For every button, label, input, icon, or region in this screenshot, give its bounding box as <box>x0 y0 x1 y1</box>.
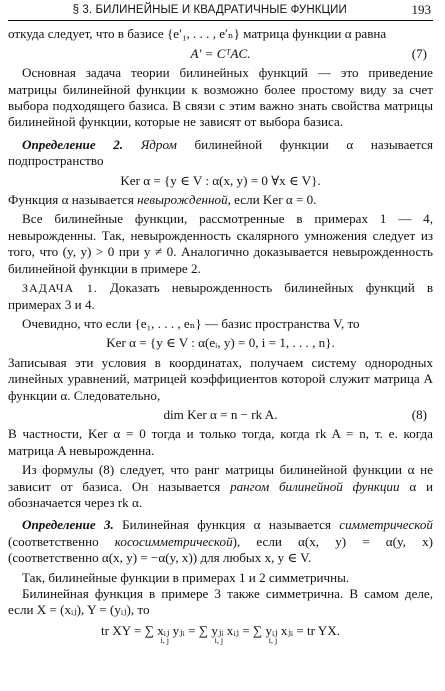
definition-3 <box>8 517 433 566</box>
trace-sum-2-term: ∑ yⱼᵢ xᵢⱼ <box>198 622 239 638</box>
trace-sum-2 <box>199 623 239 645</box>
trace-sum-1-index: i, j <box>160 636 169 646</box>
formula-kernel <box>8 173 433 189</box>
task-1-label: ЗАДАЧА 1. <box>22 281 98 296</box>
formula-7-number: (7) <box>411 45 427 61</box>
task-1-text: Доказать невырожденность билинейных функций в примерах 3 и 4. <box>8 280 434 312</box>
trace-eq-1: = <box>184 622 199 638</box>
nondegenerate-text-b: , если Ker α = 0. <box>227 192 317 208</box>
paragraph-basis-kernel: Очевидно, что если {e₁, . . . , eₙ} — базис пространства V, то <box>22 315 360 331</box>
definition-3-term-skew: кососимметрической <box>114 533 233 549</box>
formula-8 <box>8 407 433 423</box>
formula-7-expression: A′ = CᵀAC. <box>190 45 251 61</box>
running-head <box>8 2 433 21</box>
paragraph-coordinates: Записывая эти условия в координатах, получаем систему однородных линейных уравнений, матрицей коэффициентов которой служит матрица A функции α. Следовательно, <box>8 354 433 403</box>
trace-sum-1 <box>145 623 185 645</box>
trace-sum-3-term: ∑ yᵢⱼ xⱼᵢ <box>252 622 294 638</box>
paragraph-symmetric-examples: Так, билинейные функции в примерах 1 и 2 симметричны. <box>22 569 350 585</box>
task-1 <box>8 280 433 313</box>
paragraph-examples: Все билинейные функции, рассмотренные в примерах 1 — 4, невырожденны. Так, невырожденность скалярного умножения следует из того, что (y, y) > 0 при y ≠ 0. Аналогично доказывается невырожденность билинейной функции в примере 2. <box>8 211 433 276</box>
definition-2 <box>8 137 433 170</box>
paragraph-basis-change: откуда следует, что в базисе {e′₁, . . . , e′ₙ} матрица функции α равна <box>8 26 387 42</box>
definition-3-text-a: Билинейная функция α называется <box>113 517 340 533</box>
rank-text-a: Из формулы (8) следует, что ранг матрицы билинейной функции α не зависит от базиса. Он называется <box>8 462 433 494</box>
nondegenerate-term: невырожденной <box>137 192 228 208</box>
paragraph-example-3: Билинейная функция в примере 3 также симметрична. В самом деле, если X = (xᵢⱼ), Y = (yᵢⱼ), то <box>8 586 433 618</box>
formula-7 <box>8 46 433 62</box>
definition-3-text-c: ), если α(x, y) = α(y, x) (соответственно α(x, y) = −α(y, x)) для любых x, y ∈ V. <box>8 533 433 566</box>
definition-2-label: Определение 2. <box>22 136 124 152</box>
paragraph-rank <box>8 462 433 511</box>
formula-8-number: (8) <box>411 406 427 422</box>
paragraph-in-particular: В частности, Ker α = 0 тогда и только тогда, когда rk A = n, т. е. когда матрица A невырожденна. <box>8 426 433 458</box>
formula-trace <box>8 623 433 645</box>
trace-lhs: tr XY = <box>101 622 145 638</box>
paragraph-nondegenerate <box>8 192 433 208</box>
formula-kernel-basis <box>8 335 433 351</box>
definition-2-text: билинейной функции α называется подпространство <box>8 136 433 169</box>
definition-2-term: Ядром <box>140 136 177 152</box>
definition-3-label: Определение 3. <box>22 517 114 533</box>
page-number: 193 <box>411 2 431 17</box>
section-title: § 3. БИЛИНЕЙНЫЕ И КВАДРАТИЧНЫЕ ФУНКЦИИ <box>72 4 347 16</box>
rank-term: рангом билинейной функции <box>230 478 400 494</box>
paragraph-main-task: Основная задача теории билинейных функций — это приведение матрицы билинейной функции к возможно более простому виду за счет выбора подходящего базиса. В связи с этим важно знать свойства матрицы билинейной функции, которые не зависят от выбора базиса. <box>8 65 433 130</box>
formula-kernel-basis-expression: Ker α = {y ∈ V : α(eᵢ, y) = 0, i = 1, . . . , n}. <box>106 335 335 351</box>
trace-sum-2-index: i, j <box>214 636 224 646</box>
definition-3-term-symmetric: симметрической <box>339 517 433 533</box>
formula-kernel-expression: Ker α = {y ∈ V : α(x, y) = 0 ∀x ∈ V}. <box>120 172 321 188</box>
trace-rhs: = tr YX. <box>293 622 340 638</box>
rank-text-b: α и обозначается через rk α. <box>8 478 433 510</box>
trace-sum-1-term: ∑ xᵢⱼ yⱼᵢ <box>144 622 185 638</box>
nondegenerate-text-a: Функция α называется <box>8 192 138 208</box>
trace-sum-3 <box>253 623 293 645</box>
formula-8-expression: dim Ker α = n − rk A. <box>163 406 278 422</box>
trace-sum-3-index: i, j <box>268 636 278 646</box>
definition-3-text-b: (соответственно <box>8 533 115 549</box>
trace-eq-2: = <box>238 622 253 638</box>
